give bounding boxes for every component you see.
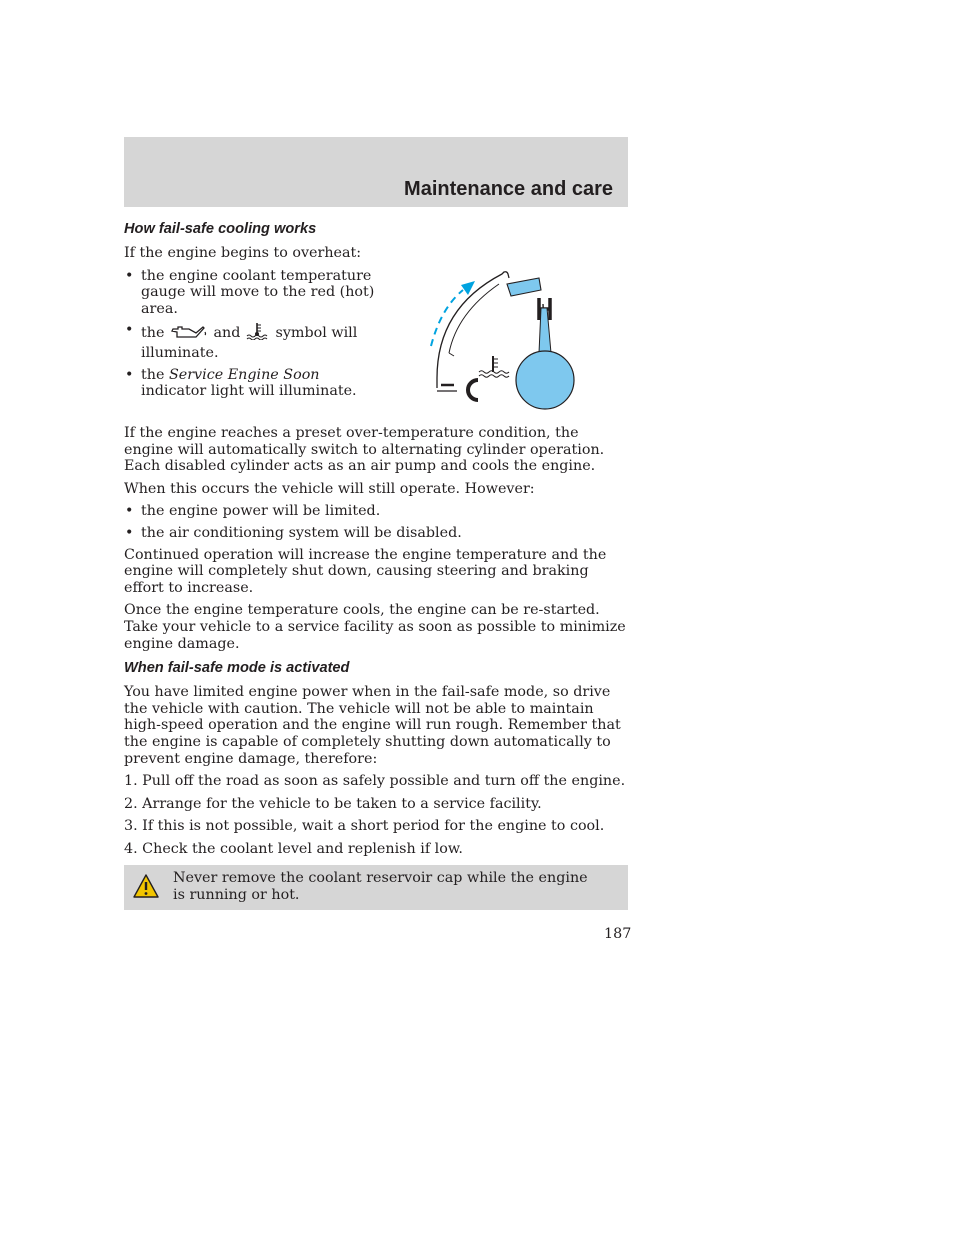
bullet-dot: •	[125, 524, 134, 541]
intro-left-column	[124, 245, 384, 400]
list-item	[124, 322, 384, 361]
bullet-text: the air conditioning system will be disabled.	[141, 524, 462, 541]
temperature-gauge-illustration	[427, 268, 582, 416]
list-item	[124, 367, 384, 400]
bullet-text-italic: Service Engine Soon	[168, 366, 320, 383]
warning-box	[124, 865, 628, 910]
paragraph: When this occurs the vehicle will still operate. However:	[124, 480, 535, 497]
page-number: 187	[604, 926, 632, 942]
oil-can-icon	[169, 324, 209, 345]
paragraph: If the engine reaches a preset over-temperature condition, the engine will automatically switch to alternating cylinder operation. Each disabled cylinder acts as an air pump and cools the engine.	[124, 425, 605, 475]
bullet-dot: •	[125, 322, 134, 339]
main-content	[124, 219, 628, 910]
bullet-text-middle: and	[213, 325, 241, 342]
paragraph: Once the engine temperature cools, the engine can be re-started. Take your vehicle to a service facility as soon as possible to minimize engine damage.	[124, 602, 626, 652]
coolant-temperature-icon	[245, 322, 271, 345]
page-title: Maintenance and care	[404, 178, 613, 200]
bullet-text-after: indicator light will illuminate.	[141, 383, 357, 400]
bullet-text-after: symbol will illuminate.	[141, 325, 358, 361]
bullet-dot: •	[125, 267, 134, 284]
list-item: 3. If this is not possible, wait a short period for the engine to cool.	[124, 818, 605, 835]
intro-text: If the engine begins to overheat:	[124, 245, 362, 261]
list-item: 1. Pull off the road as soon as safely possible and turn off the engine.	[124, 773, 626, 790]
header-band	[124, 137, 628, 207]
list-item	[124, 268, 384, 318]
bullet-dot: •	[125, 503, 134, 520]
paragraph: Continued operation will increase the engine temperature and the engine will completely shut down, causing steering and braking effort to increase.	[124, 546, 607, 596]
section-heading-failsafe-cooling: How fail-safe cooling works	[124, 221, 317, 237]
list-item	[124, 503, 628, 520]
bullet-text: the engine coolant temperature gauge will move to the red (hot) area.	[141, 267, 375, 317]
section-heading-failsafe-mode: When fail-safe mode is activated	[124, 660, 350, 677]
warning-triangle-icon	[133, 874, 159, 903]
list-item: 2. Arrange for the vehicle to be taken to a service facility.	[124, 795, 542, 812]
bullet-text: the engine power will be limited.	[141, 503, 381, 520]
paragraph: You have limited engine power when in the fail-safe mode, so drive the vehicle with caution. The vehicle will not be able to maintain high-speed operation and the engine will run rough. Remember that the engine is capable of completely shutting down automatically to prevent engine damage, therefore:	[124, 684, 621, 767]
bullet-text-before: the	[141, 325, 165, 342]
bullet-dot: •	[125, 366, 134, 383]
list-item: 4. Check the coolant level and replenish if low.	[124, 840, 463, 857]
bullet-text-before: the	[141, 366, 165, 383]
list-item	[124, 525, 628, 542]
warning-text: Never remove the coolant reservoir cap while the engine is running or hot.	[173, 870, 588, 904]
intro-block	[124, 245, 628, 425]
